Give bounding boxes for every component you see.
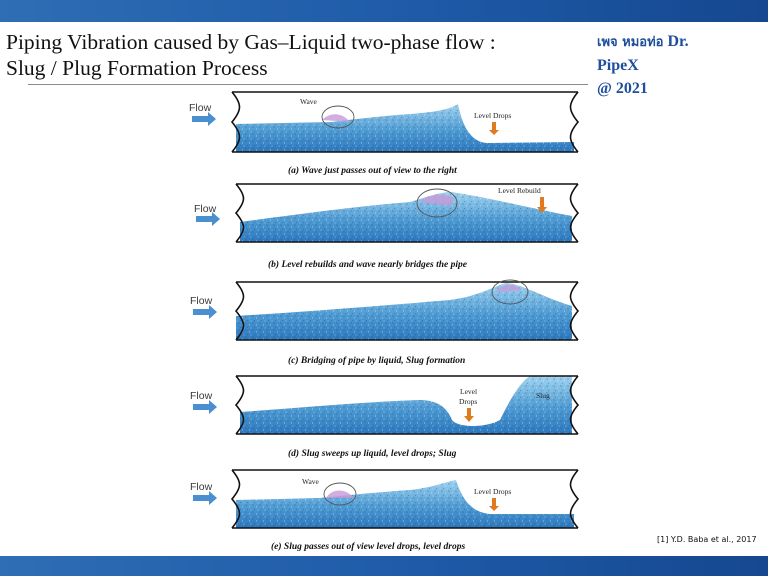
flow-label: Flow <box>190 295 213 307</box>
caption-d: (d) Slug sweeps up liquid, level drops; Slug <box>288 449 457 459</box>
flow-arrow-icon <box>193 400 217 414</box>
pipe-right-end <box>571 92 579 152</box>
pipe-left-end <box>236 184 244 242</box>
caption-e: (e) Slug passes out of view level drops, level drops <box>271 542 466 552</box>
down-arrow-icon <box>464 408 474 422</box>
liquid-texture <box>240 192 572 242</box>
level-label: Level <box>460 387 478 396</box>
pipe-left-end <box>236 376 244 434</box>
level-drops-label: Level Drops <box>474 111 512 120</box>
flow-arrow-icon <box>192 112 216 126</box>
pipe-left-end <box>232 92 240 152</box>
pipe-right-end <box>571 470 579 528</box>
caption-c: (c) Bridging of pipe by liquid, Slug formation <box>288 356 466 366</box>
drops-label: Drops <box>459 397 478 406</box>
citation: [1] Y.D. Baba et al., 2017 <box>657 535 757 544</box>
pipe-left-end <box>232 470 240 528</box>
liquid-texture <box>236 104 574 152</box>
down-arrow-icon <box>489 122 499 135</box>
flow-arrow-icon <box>193 491 217 505</box>
caption-a: (a) Wave just passes out of view to the right <box>288 166 457 176</box>
panel-d <box>190 376 578 459</box>
liquid-texture <box>236 283 572 340</box>
flow-arrow-icon <box>193 305 217 319</box>
title-line-1: Piping Vibration caused by Gas–Liquid two-phase flow : <box>6 30 496 54</box>
author-line-3: @ 2021 <box>597 80 648 97</box>
liquid-texture <box>236 480 574 528</box>
wave-label: Wave <box>300 97 317 106</box>
flow-label: Flow <box>190 390 213 402</box>
slug-label: Slug <box>536 391 550 400</box>
panel-e <box>190 470 578 552</box>
wave-label: Wave <box>302 477 319 486</box>
caption-b: (b) Level rebuilds and wave nearly bridges the pipe <box>268 260 467 270</box>
panel-c <box>190 280 578 366</box>
author-line-2: PipeX <box>597 57 639 74</box>
level-drops-label: Level Drops <box>474 487 512 496</box>
bottom-banner <box>0 556 768 576</box>
author-title: Dr. <box>667 33 689 50</box>
author-thai-name: เพจ หมอท่อ <box>597 35 664 50</box>
flow-label: Flow <box>194 203 217 215</box>
liquid-texture <box>240 376 572 434</box>
flow-label: Flow <box>189 102 212 114</box>
flow-label: Flow <box>190 481 213 493</box>
level-rebuild-label: Level Rebuild <box>498 186 541 195</box>
wave-crest <box>322 114 350 122</box>
panel-a <box>189 92 578 176</box>
title-line-2: Slug / Plug Formation Process <box>6 56 268 80</box>
wave-crest <box>326 491 354 499</box>
down-arrow-icon <box>489 498 499 511</box>
pipe-right-end <box>571 184 579 242</box>
panel-b <box>194 184 578 270</box>
